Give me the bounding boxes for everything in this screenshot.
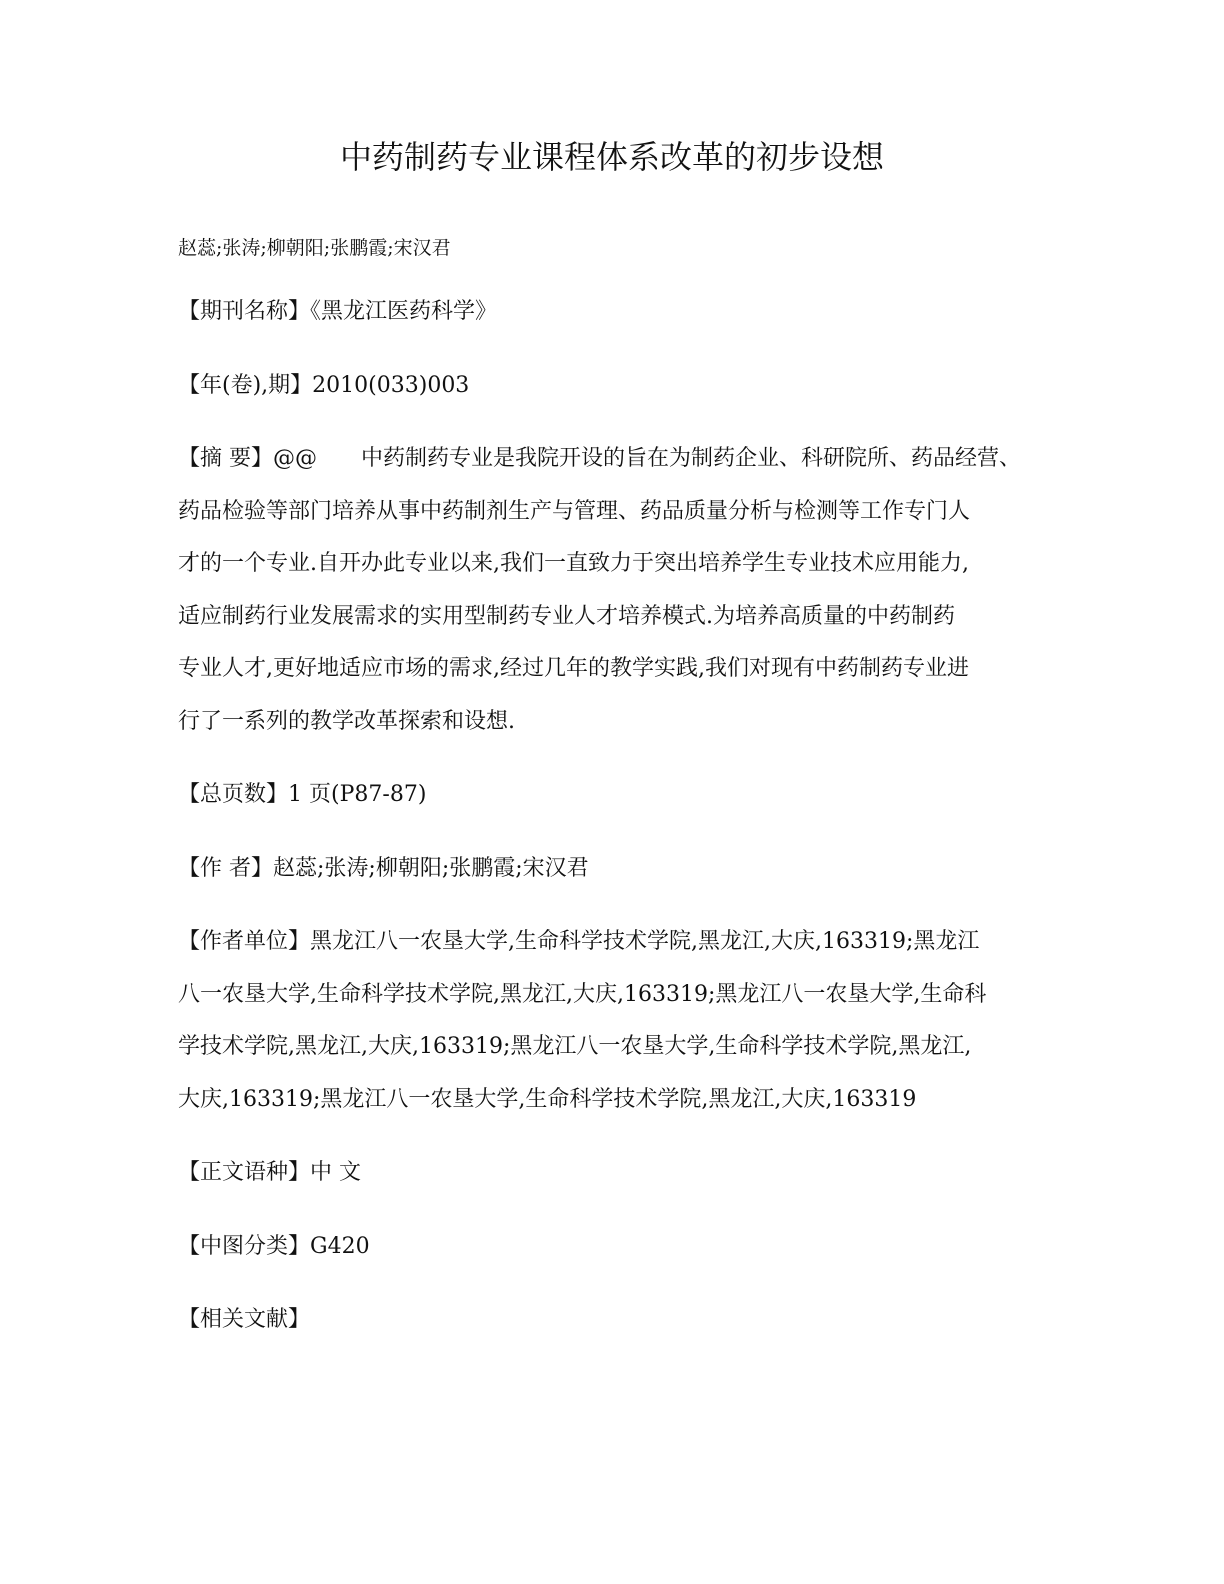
field-authors [178,843,1078,896]
authors-line: 赵蕊;张涛;柳朝阳;张鹏霞;宋汉君 [178,237,451,259]
field-label: 【年(卷),期】 [178,372,313,398]
field-value: 2010(033)003 [312,372,470,398]
field-line: 大庆,163319;黑龙江八一农垦大学,生命科学技术学院,黑龙江,大庆,163319 [178,1086,917,1112]
field-label: 【摘 要】 [178,446,273,471]
field-label: 【作 者】 [178,855,273,881]
field-author-affiliation [178,916,1078,1126]
field-value: @@ 中药制药专业是我院开设的旨在为制药企业、科研院所、药品经营、 [273,446,1022,471]
page-title: 中药制药专业课程体系改革的初步设想 [339,138,884,176]
field-value: 《黑龙江医药科学》 [310,299,498,324]
metadata-fields [178,286,1078,1368]
field-journal-name [178,286,1078,339]
field-label: 【中图分类】 [178,1233,311,1259]
field-label: 【总页数】 [178,782,289,807]
field-line [178,286,1078,339]
field-language [178,1147,1078,1200]
field-line [178,360,1078,413]
field-line: 行了一系列的教学改革探索和设想. [178,708,515,734]
field-abstract [178,433,1078,748]
field-label: 【期刊名称】 [178,299,311,324]
field-line: 才的一个专业.自开办此专业以来,我们一直致力于突出培养学生专业技术应用能力, [178,551,969,576]
field-line [178,433,1078,486]
field-line [178,1147,1078,1200]
field-label: 【相关文献】 [178,1307,311,1332]
field-line: 专业人才,更好地适应市场的需求,经过几年的教学实践,我们对现有中药制药专业进 [178,656,969,681]
field-line: 八一农垦大学,生命科学技术学院,黑龙江,大庆,163319;黑龙江八一农垦大学,生命科 [178,981,987,1007]
field-value: 黑龙江八一农垦大学,生命科学技术学院,黑龙江,大庆,163319;黑龙江 [310,929,980,954]
field-value: 赵蕊;张涛;柳朝阳;张鹏霞;宋汉君 [273,855,589,881]
field-line [178,843,1078,896]
field-line [178,1294,1078,1347]
field-classification [178,1221,1078,1274]
field-label: 【作者单位】 [178,929,311,954]
field-line: 学技术学院,黑龙江,大庆,163319;黑龙江八一农垦大学,生命科学技术学院,黑龙江, [178,1034,972,1059]
field-label: 【正文语种】 [178,1160,311,1185]
field-line [178,916,1078,969]
field-line [178,769,1078,822]
field-line [178,1221,1078,1274]
field-total-pages [178,769,1078,822]
field-related-literature [178,1294,1078,1347]
field-line: 药品检验等部门培养从事中药制剂生产与管理、药品质量分析与检测等工作专门人 [178,498,971,524]
field-line: 适应制药行业发展需求的实用型制药专业人才培养模式.为培养高质量的中药制药 [178,603,955,629]
field-year-volume-issue [178,360,1078,413]
field-value: 1 页(P87-87) [288,782,427,807]
field-value: 中 文 [310,1160,362,1185]
field-value: G420 [310,1233,370,1259]
